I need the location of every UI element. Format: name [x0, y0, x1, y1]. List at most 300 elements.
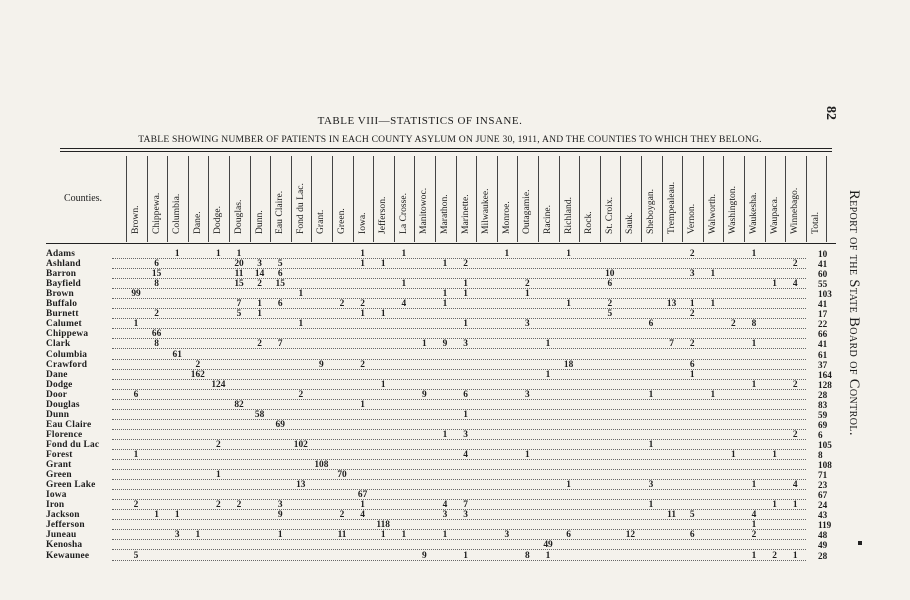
table-cell: 4 — [442, 500, 448, 511]
county-name: Clark — [46, 339, 71, 350]
table-cell: 2 — [339, 299, 345, 310]
row-total: 10 — [818, 249, 828, 259]
table-cell: 69 — [275, 419, 285, 430]
column-header: Monroe. — [500, 201, 512, 234]
table-cell: 2 — [772, 550, 777, 561]
table-cell: 1 — [442, 299, 448, 310]
column-header: Dunn. — [253, 210, 265, 234]
column-rule — [414, 156, 415, 242]
table-cell: 13 — [666, 299, 677, 310]
column-rule — [600, 156, 601, 242]
column-header: Grant. — [315, 209, 327, 234]
table-cell: 1 — [463, 319, 468, 330]
column-rule — [559, 156, 560, 242]
column-rule — [373, 156, 374, 242]
header-rule — [46, 243, 836, 244]
table-cell: 1 — [648, 389, 654, 400]
row-total: 41 — [818, 339, 828, 350]
column-rule — [270, 156, 271, 242]
column-header: Jefferson. — [377, 196, 389, 234]
county-name: Fond du Lac — [46, 439, 100, 450]
table-cell: 9 — [319, 359, 324, 370]
table-cell: 1 — [710, 299, 716, 310]
running-title: Report of the State Board of Control. — [846, 190, 862, 436]
table-cell: 1 — [751, 550, 757, 561]
table-cell: 7 — [236, 299, 242, 310]
county-name: Crawford — [46, 359, 88, 370]
column-rule — [208, 156, 209, 242]
table-cell: 12 — [625, 530, 636, 541]
table-cell: 18 — [563, 359, 574, 370]
table-cell: 1 — [195, 530, 201, 541]
column-header: Marathon. — [439, 194, 450, 234]
row-total: 43 — [818, 510, 828, 521]
column-rule — [394, 156, 395, 242]
table-cell: 15 — [151, 269, 162, 280]
table-cell: 1 — [442, 429, 448, 440]
row-total: 119 — [818, 520, 832, 531]
table-cell: 1 — [545, 339, 551, 350]
county-name: Green — [46, 470, 72, 481]
county-name: Jackson — [46, 510, 80, 521]
column-header: Iowa. — [356, 212, 368, 234]
column-rule — [744, 156, 745, 242]
table-cell: 4 — [792, 279, 798, 290]
row-total: 17 — [818, 309, 828, 320]
table-cell: 1 — [792, 500, 798, 511]
table-cell: 1 — [731, 450, 736, 460]
table-cell: 1 — [442, 259, 448, 270]
table-cell: 2 — [154, 309, 159, 320]
table-cell: 9 — [422, 550, 427, 561]
column-header: Waupaca. — [768, 196, 780, 234]
table-cell: 1 — [133, 450, 139, 460]
row-total: 28 — [818, 550, 828, 561]
table-cell: 2 — [236, 500, 242, 511]
column-rule — [703, 156, 704, 242]
county-name: Burnett — [46, 309, 79, 320]
table-cell: 2 — [751, 530, 757, 541]
table-cell: 2 — [792, 429, 798, 440]
table-cell: 1 — [422, 339, 427, 350]
table-cell: 3 — [504, 530, 510, 541]
table-cell: 3 — [174, 530, 180, 541]
table-cell: 3 — [648, 480, 654, 491]
table-cell: 1 — [360, 259, 365, 270]
table-cell: 6 — [689, 359, 695, 370]
column-header: Vernon. — [686, 203, 698, 234]
table-cell: 1 — [360, 249, 365, 259]
table-cell: 15 — [234, 279, 244, 290]
county-name: Dane — [46, 369, 68, 380]
county-name: Buffalo — [46, 299, 78, 310]
table-cell: 66 — [151, 329, 162, 340]
table-cell: 1 — [154, 510, 159, 521]
table-cell: 118 — [376, 520, 390, 531]
table-cell: 1 — [751, 379, 757, 390]
table-cell: 1 — [257, 309, 262, 320]
column-rule — [765, 156, 766, 242]
table-cell: 2 — [689, 309, 695, 320]
row-total: 60 — [818, 269, 828, 280]
table-cell: 8 — [525, 550, 530, 561]
table-cell: 99 — [131, 289, 141, 300]
table-cell: 1 — [792, 550, 798, 561]
page-number: 82 — [823, 106, 838, 120]
table-cell: 1 — [566, 299, 571, 310]
table-cell: 1 — [360, 399, 365, 410]
row-total: 41 — [818, 259, 828, 270]
table-cell: 7 — [669, 339, 674, 350]
column-header: Green. — [336, 208, 347, 234]
table-cell: 1 — [401, 249, 407, 259]
table-cell: 5 — [277, 259, 283, 270]
table-cell: 49 — [543, 540, 553, 551]
table-cell: 3 — [442, 510, 448, 521]
table-cell: 6 — [463, 389, 468, 400]
county-name: Kenosha — [46, 540, 83, 551]
column-header: La Crosse. — [397, 192, 409, 234]
table-cell: 1 — [525, 450, 530, 460]
table-cell: 1 — [298, 319, 304, 330]
column-rule — [682, 156, 683, 242]
table-cell: 2 — [257, 279, 262, 290]
column-rule — [723, 156, 724, 242]
table-cell: 1 — [380, 309, 386, 320]
table-cell: 11 — [234, 269, 244, 280]
table-cell: 9 — [277, 510, 283, 521]
column-header: Brown. — [130, 205, 141, 234]
county-name: Chippewa — [46, 329, 89, 340]
county-name: Eau Claire — [46, 419, 92, 430]
table-cell: 1 — [566, 480, 571, 491]
county-name: Douglas — [46, 399, 80, 410]
column-rule — [476, 156, 477, 242]
table-cell: 1 — [751, 249, 757, 259]
table-cell: 4 — [751, 510, 757, 521]
table-cell: 1 — [566, 249, 571, 259]
table-cell: 6 — [277, 299, 283, 310]
table-cell: 1 — [772, 450, 777, 460]
county-name: Adams — [46, 249, 76, 259]
table-cell: 1 — [710, 269, 716, 280]
table-cell: 1 — [648, 439, 654, 450]
table-cell: 1 — [380, 379, 386, 390]
row-total: 24 — [818, 500, 828, 511]
table-cell: 6 — [607, 279, 613, 290]
table-cell: 2 — [216, 439, 221, 450]
column-rule — [641, 156, 642, 242]
county-name: Dunn — [46, 409, 70, 420]
column-header: Racine. — [542, 204, 553, 234]
table-cell: 11 — [667, 510, 677, 521]
table-cell: 2 — [689, 249, 695, 259]
column-rule — [250, 156, 251, 242]
column-rule — [311, 156, 312, 242]
table-cell: 3 — [689, 269, 695, 280]
column-rule — [147, 156, 148, 242]
table-cell: 1 — [525, 289, 530, 300]
table-cell: 1 — [772, 279, 777, 290]
table-cell: 1 — [772, 500, 777, 511]
table-cell: 162 — [190, 369, 205, 380]
table-cell: 5 — [689, 510, 695, 521]
table-cell: 1 — [463, 409, 468, 420]
table-cell: 1 — [277, 530, 283, 541]
column-rule — [126, 156, 127, 242]
table-cell: 124 — [211, 379, 226, 390]
table-cell: 1 — [401, 279, 407, 290]
table-cell: 1 — [236, 249, 242, 259]
column-rule — [435, 156, 436, 242]
table-cell: 8 — [751, 319, 757, 330]
county-name: Calumet — [46, 319, 82, 330]
column-header: Columbia. — [171, 193, 183, 234]
column-rule — [806, 156, 807, 242]
table-cell: 9 — [422, 389, 427, 400]
column-header: Fond du Lac. — [294, 183, 306, 234]
table-cell: 7 — [277, 339, 283, 350]
table-cell: 108 — [314, 460, 329, 471]
row-total: 83 — [818, 399, 828, 410]
column-header: Rock. — [583, 211, 595, 234]
county-name: Dodge — [46, 379, 73, 390]
table-cell: 4 — [360, 510, 365, 521]
row-total: 61 — [818, 349, 828, 360]
table-cell: 1 — [751, 480, 757, 491]
column-rule — [229, 156, 230, 242]
table-cell: 1 — [257, 299, 262, 310]
county-name: Ashland — [46, 259, 81, 270]
column-header: Sheboygan. — [645, 188, 656, 234]
table-cell: 4 — [792, 480, 798, 491]
table-cell: 1 — [463, 550, 468, 561]
table-cell: 1 — [360, 500, 365, 511]
table-cell: 14 — [254, 269, 265, 280]
column-header: Richland. — [562, 196, 574, 234]
table-cell: 2 — [360, 359, 365, 370]
county-name: Forest — [46, 450, 73, 460]
column-header: Douglas. — [233, 199, 244, 234]
table-cell: 8 — [154, 279, 159, 290]
table-cell: 1 — [545, 550, 551, 561]
table-cell: 1 — [360, 309, 365, 320]
table-cell: 2 — [463, 259, 468, 270]
column-header: Waukesha. — [748, 192, 759, 234]
table-cell: 1 — [710, 389, 716, 400]
county-name: Iron — [46, 500, 65, 511]
row-total: 49 — [818, 540, 828, 551]
table-cell: 1 — [133, 319, 139, 330]
column-header: Sauk. — [624, 212, 636, 234]
table-cell: 9 — [442, 339, 448, 350]
county-name: Bayfield — [46, 279, 81, 290]
table-cell: 2 — [216, 500, 221, 511]
table-title: TABLE VIII—STATISTICS OF INSANE. — [317, 115, 523, 127]
row-total: 69 — [818, 419, 828, 430]
table-cell: 2 — [360, 299, 365, 310]
column-header: Milwaukee. — [480, 188, 492, 234]
column-header: Winnebago. — [789, 187, 801, 234]
column-rule — [497, 156, 498, 242]
county-name: Door — [46, 389, 68, 400]
table-cell: 2 — [792, 379, 798, 390]
table-cell: 2 — [689, 339, 695, 350]
column-header: Dodge. — [212, 206, 224, 234]
table-cell: 3 — [525, 319, 530, 330]
column-rule — [353, 156, 354, 242]
column-rule — [826, 156, 827, 242]
table-cell: 1 — [751, 339, 757, 350]
table-cell: 2 — [195, 359, 201, 370]
table-cell: 5 — [236, 309, 242, 320]
table-cell: 2 — [339, 510, 345, 521]
table-cell: 67 — [357, 490, 368, 501]
table-cell: 2 — [133, 500, 139, 511]
table-cell: 7 — [463, 500, 468, 511]
table-cell: 4 — [401, 299, 407, 310]
row-leader — [112, 489, 806, 490]
table-cell: 3 — [463, 429, 468, 440]
table-cell: 1 — [689, 369, 695, 380]
table-cell: 1 — [545, 369, 551, 380]
table-cell: 6 — [133, 389, 139, 400]
row-total: 66 — [818, 329, 828, 340]
table-cell: 11 — [337, 530, 347, 541]
table-cell: 3 — [463, 339, 468, 350]
table-cell: 5 — [607, 309, 613, 320]
table-cell: 1 — [216, 249, 221, 259]
row-total: 22 — [818, 319, 828, 330]
column-rule — [456, 156, 457, 242]
column-header: Eau Claire. — [274, 190, 286, 234]
column-rule — [332, 156, 333, 242]
table-cell: 2 — [792, 259, 798, 270]
column-header: Manitowoc. — [418, 187, 430, 234]
row-total: 55 — [818, 279, 828, 290]
table-cell: 3 — [277, 500, 283, 511]
table-cell: 5 — [133, 550, 139, 561]
table-cell: 1 — [380, 259, 386, 270]
county-name: Iowa — [46, 490, 67, 501]
table-cell: 10 — [605, 269, 615, 280]
table-cell: 4 — [463, 450, 468, 460]
column-rule — [167, 156, 168, 242]
column-header: Chippewa. — [150, 192, 162, 234]
column-rule — [620, 156, 621, 242]
total-header: Total. — [809, 212, 821, 234]
row-total: 48 — [818, 530, 828, 541]
column-rule — [291, 156, 292, 242]
table-cell: 58 — [254, 409, 265, 420]
column-rule — [517, 156, 518, 242]
row-total: 164 — [818, 369, 832, 380]
table-cell: 1 — [442, 289, 448, 300]
county-name: Kewaunee — [46, 550, 90, 561]
county-name: Florence — [46, 429, 83, 440]
row-total: 28 — [818, 389, 828, 400]
table-cell: 1 — [401, 530, 407, 541]
table-cell: 8 — [154, 339, 159, 350]
table-cell: 6 — [277, 269, 283, 280]
row-total: 67 — [818, 490, 828, 501]
column-header: Washington. — [727, 186, 739, 234]
column-header: Outagamie. — [521, 189, 533, 234]
table-cell: 1 — [216, 470, 221, 481]
county-name: Jefferson — [46, 520, 85, 531]
table-cell: 102 — [293, 439, 308, 450]
column-rule — [662, 156, 663, 242]
table-cell: 3 — [257, 259, 262, 270]
row-total: 71 — [818, 470, 828, 481]
row-total: 23 — [818, 480, 828, 491]
table-cell: 6 — [566, 530, 571, 541]
column-rule — [538, 156, 539, 242]
row-total: 108 — [818, 460, 832, 471]
table-cell: 1 — [689, 299, 695, 310]
table-cell: 15 — [275, 279, 285, 290]
margin-mark — [858, 541, 862, 545]
column-header: Walworth. — [706, 194, 718, 234]
table-cell: 6 — [648, 319, 654, 330]
county-name: Juneau — [46, 530, 77, 541]
table-subtitle: TABLE SHOWING NUMBER OF PATIENTS IN EACH COUNTY ASYLUM ON JUNE 30, 1911, AND THE COUNTIES TO WHICH THEY BELONG. — [138, 134, 762, 145]
column-header: St. Croix. — [603, 196, 615, 234]
table-cell: 1 — [174, 510, 180, 521]
table-cell: 1 — [380, 530, 386, 541]
table-cell: 2 — [525, 279, 530, 290]
row-total: 8 — [818, 450, 823, 460]
county-name: Brown — [46, 289, 74, 300]
table-cell: 1 — [298, 289, 304, 300]
table-cell: 6 — [689, 530, 695, 541]
table-cell: 13 — [296, 480, 306, 491]
row-total: 103 — [818, 289, 832, 300]
table-cell: 3 — [525, 389, 530, 400]
table-cell: 2 — [257, 339, 262, 350]
table-cell: 70 — [337, 470, 347, 481]
column-rule — [785, 156, 786, 242]
column-header: Trempealeau. — [665, 181, 677, 234]
column-rule — [579, 156, 580, 242]
row-total: 6 — [818, 429, 823, 440]
table-cell: 20 — [234, 259, 244, 270]
table-cell: 1 — [751, 520, 757, 531]
table-cell: 2 — [298, 389, 304, 400]
row-total: 105 — [818, 439, 832, 450]
table-cell: 1 — [463, 279, 468, 290]
table-cell: 82 — [234, 399, 244, 410]
row-total: 59 — [818, 409, 828, 420]
row-total: 41 — [818, 299, 828, 310]
row-total: 128 — [818, 379, 832, 390]
table-cell: 1 — [463, 289, 468, 300]
table-cell: 61 — [172, 349, 182, 360]
table-cell: 1 — [442, 530, 448, 541]
table-cell: 2 — [607, 299, 613, 310]
column-rule — [188, 156, 189, 242]
county-name: Green Lake — [46, 480, 96, 491]
table-cell: 1 — [648, 500, 654, 511]
table-cell: 2 — [731, 319, 736, 330]
table-cell: 6 — [154, 259, 159, 270]
column-header: Marinette. — [459, 194, 471, 234]
row-total: 37 — [818, 359, 828, 370]
county-name: Grant — [46, 460, 72, 471]
county-name: Columbia — [46, 349, 88, 360]
column-header: Dane. — [191, 211, 203, 234]
county-name: Barron — [46, 269, 77, 280]
